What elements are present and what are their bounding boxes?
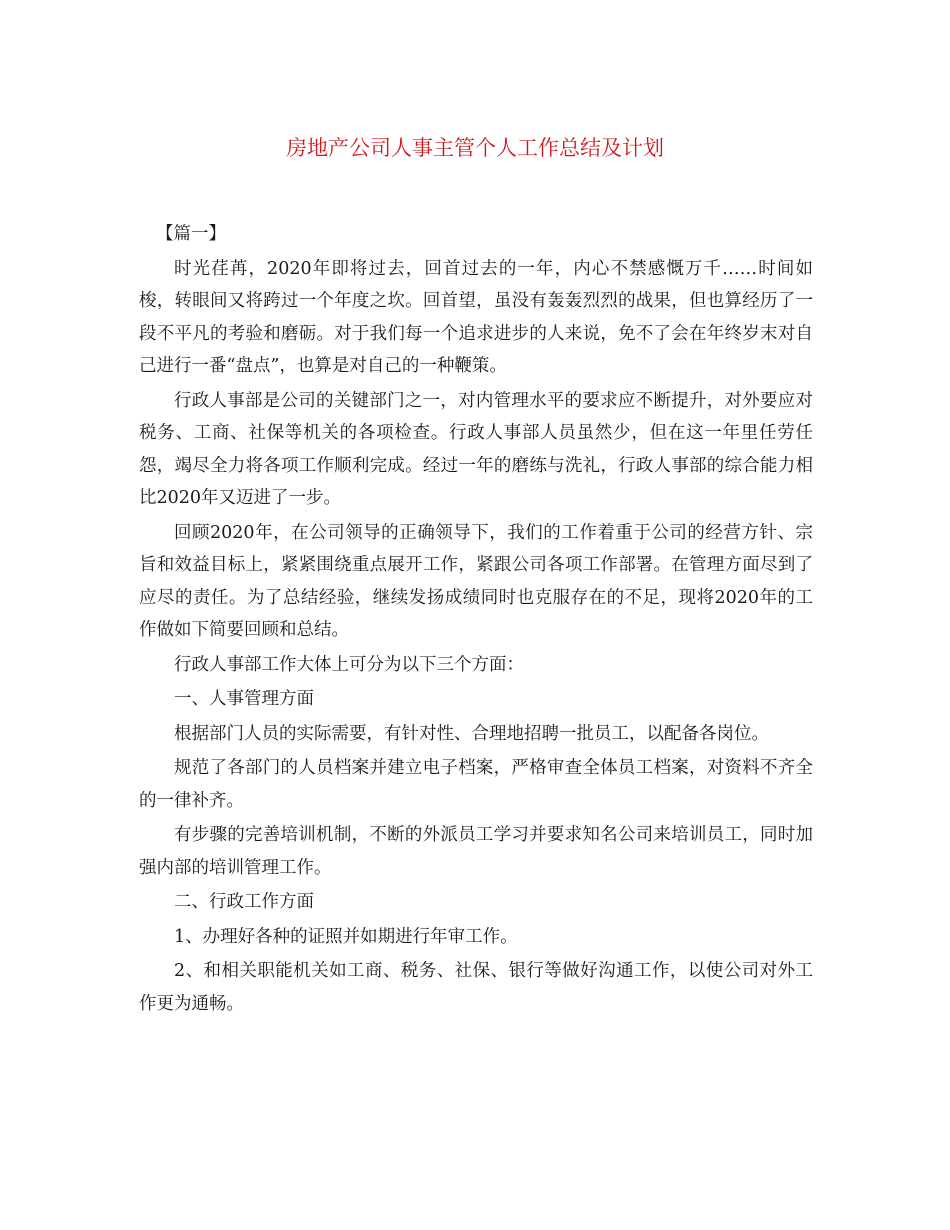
list-item: 1、办理好各种的证照并如期进行年审工作。 [174, 926, 518, 947]
paragraph: 有步骤的完善培训机制，不断的外派员工学习并要求知名公司来培训员工，同时加强内部的培训管理工作。 [139, 825, 813, 878]
document-body [139, 218, 813, 1022]
list-item: 2、和相关职能机关如工商、税务、社保、银行等做好沟通工作，以使公司对外工作更为通畅。 [139, 961, 813, 1014]
paragraph: 行政人事部是公司的关键部门之一，对内管理水平的要求应不断提升，对外要应对税务、工商、社保等机关的各项检查。行政人事部人员虽然少，但在这一年里任劳任怨，竭尽全力将各项工作顺利完成。经过一年的磨练与洗礼，行政人事部的综合能力相比2020年又迈进了一步。 [139, 390, 813, 508]
paragraph: 规范了各部门的人员档案并建立电子档案，严格审查全体员工档案，对资料不齐全的一律补齐。 [139, 758, 813, 811]
section-heading-administration: 二、行政工作方面 [174, 892, 314, 912]
paragraph: 行政人事部工作大体上可分为以下三个方面： [174, 654, 524, 675]
section-heading-personnel: 一、人事管理方面 [174, 689, 314, 709]
document-title: 房地产公司人事主管个人工作总结及计划 [286, 136, 664, 160]
paragraph: 回顾2020年，在公司领导的正确领导下，我们的工作着重于公司的经营方针、宗旨和效益目标上，紧紧围绕重点展开工作，紧跟公司各项工作部署。在管理方面尽到了应尽的责任。为了总结经验，继续发扬成绩同时也克服存在的不足，现将2020年的工作做如下简要回顾和总结。 [139, 522, 813, 640]
paragraph: 根据部门人员的实际需要，有针对性、合理地招聘一批员工，以配备各岗位。 [174, 723, 769, 744]
paragraph: 时光荏苒，2020年即将过去，回首过去的一年，内心不禁感慨万千……时间如梭，转眼间又将跨过一个年度之坎。回首望，虽没有轰轰烈烈的战果，但也算经历了一段不平凡的考验和磨砺。对于我们每一个追求进步的人来说，免不了会在年终岁末对自己进行一番“盘点”，也算是对自己的一种鞭策。 [139, 258, 813, 376]
section-label: 【篇一】 [156, 224, 226, 244]
